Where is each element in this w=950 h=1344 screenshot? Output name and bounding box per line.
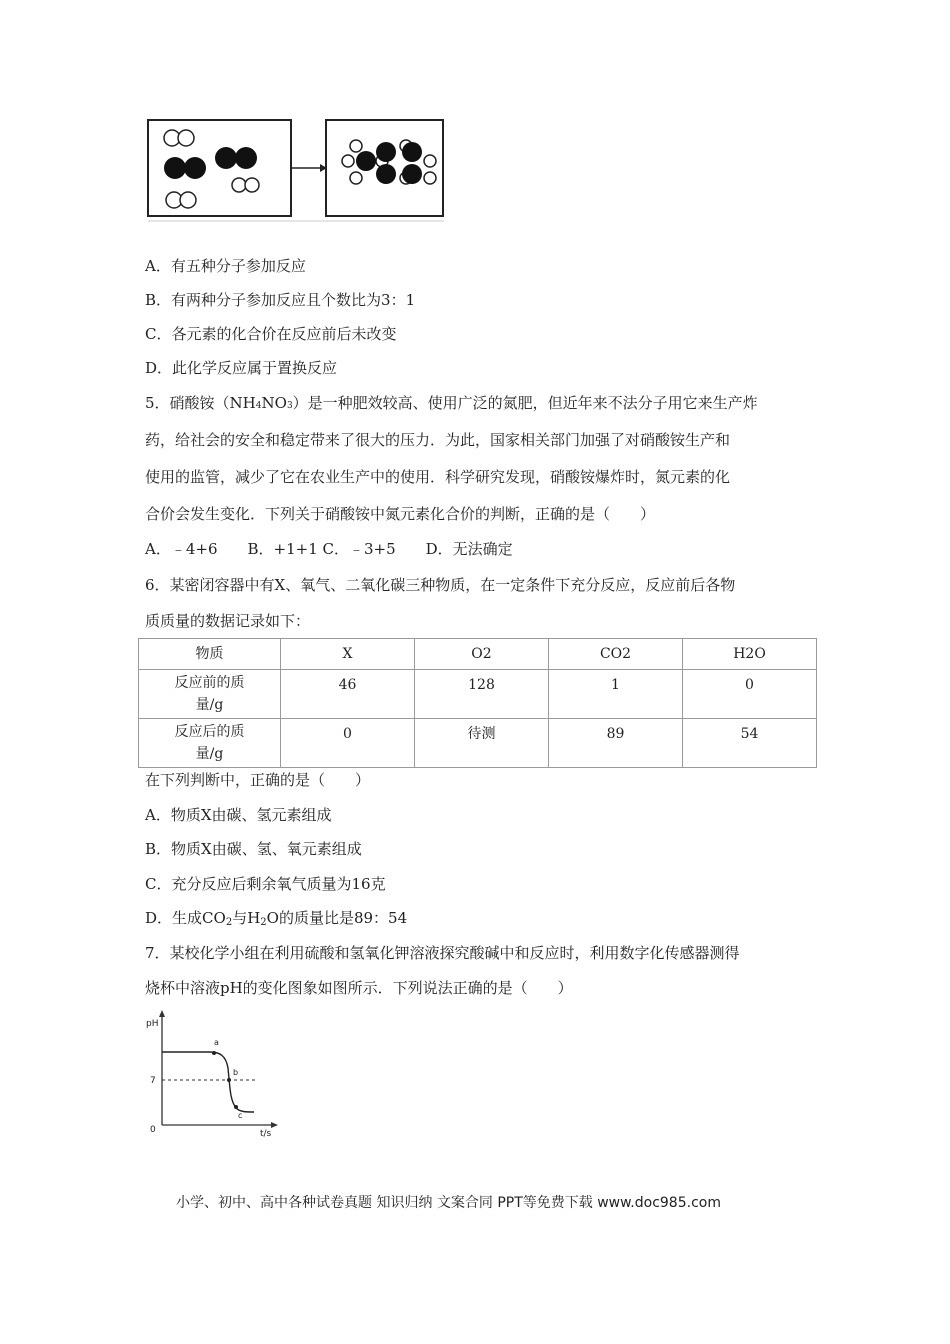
table-header-cell: X bbox=[281, 639, 415, 670]
table-cell: 0 bbox=[281, 719, 415, 768]
q6-line-1: 6．某密闭容器中有X、氧气、二氧化碳三种物质，在一定条件下充分反应，反应前后各物 bbox=[145, 576, 736, 594]
point-b-label: b bbox=[233, 1068, 239, 1077]
q7-line-2: 烧杯中溶液pH的变化图象如图所示．下列说法正确的是（ ） bbox=[145, 979, 573, 997]
reaction-diagram bbox=[144, 116, 449, 226]
point-a bbox=[212, 1051, 216, 1055]
page-footer: 小学、初中、高中各种试卷真题 知识归纳 文案合同 PPT等免费下载 www.doc985.com bbox=[176, 1195, 721, 1211]
table-cell: 反应后的质量/g bbox=[139, 719, 281, 768]
origin-label: 0 bbox=[150, 1125, 156, 1135]
ph7-label: 7 bbox=[150, 1076, 156, 1086]
q6-prompt: 在下列判断中，正确的是（ ） bbox=[145, 771, 371, 789]
table-cell: 54 bbox=[683, 719, 817, 768]
y-axis-label: pH bbox=[146, 1019, 159, 1029]
q5-line-1: 5．硝酸铵（NH4NO3）是一种肥效较高、使用广泛的氮肥，但近年来不法分子用它来生产炸 bbox=[145, 394, 758, 412]
ph-curve-figure bbox=[142, 1008, 284, 1138]
table-row bbox=[139, 670, 817, 719]
table-row bbox=[139, 719, 817, 768]
table-header-cell: O2 bbox=[415, 639, 549, 670]
table-header-row bbox=[139, 639, 817, 670]
point-a-label: a bbox=[214, 1038, 219, 1047]
table-cell: 89 bbox=[549, 719, 683, 768]
q5-options: A．﹣4+6 B．+1+1 C．﹣3+5 D．无法确定 bbox=[145, 540, 513, 558]
q7-line-1: 7．某校化学小组在利用硫酸和氢氧化钾溶液探究酸碱中和反应时，利用数字化传感器测得 bbox=[145, 944, 740, 962]
ph-curve bbox=[162, 1052, 254, 1112]
table-cell: 待测 bbox=[415, 719, 549, 768]
q5-line-4: 合价会发生变化．下列关于硝酸铵中氮元素化合价的判断，正确的是（ ） bbox=[145, 505, 656, 523]
mass-data-table bbox=[138, 638, 817, 768]
table-cell: 反应前的质量/g bbox=[139, 670, 281, 719]
q4-option-a: A．有五种分子参加反应 bbox=[145, 257, 306, 275]
q4-option-d: D．此化学反应属于置换反应 bbox=[145, 359, 338, 377]
q6-line-2: 质质量的数据记录如下： bbox=[145, 612, 311, 630]
table-header-cell: H2O bbox=[683, 639, 817, 670]
q4-option-b: B．有两种分子参加反应且个数比为3：1 bbox=[145, 291, 416, 309]
point-c bbox=[234, 1105, 238, 1109]
q6-option-b: B．物质X由碳、氢、氧元素组成 bbox=[145, 840, 362, 858]
q5-line-3: 使用的监管，减少了它在农业生产中的使用．科学研究发现，硝酸铵爆炸时，氮元素的化 bbox=[145, 468, 731, 486]
point-c-label: c bbox=[238, 1111, 243, 1120]
table-cell: 0 bbox=[683, 670, 817, 719]
table-cell: 46 bbox=[281, 670, 415, 719]
q6-option-c: C．充分反应后剩余氧气质量为16克 bbox=[145, 875, 386, 893]
q6-option-d: D．生成$CO_2$与$H_2O$的质量比是89：54 bbox=[145, 909, 408, 928]
table-header-cell: CO2 bbox=[549, 639, 683, 670]
q4-option-c: C．各元素的化合价在反应前后未改变 bbox=[145, 325, 397, 343]
x-axis-label: t/s bbox=[260, 1129, 272, 1138]
table-cell: 1 bbox=[549, 670, 683, 719]
table-cell: 128 bbox=[415, 670, 549, 719]
q6-option-a: A．物质X由碳、氢元素组成 bbox=[145, 806, 332, 824]
table-header-cell: 物质 bbox=[139, 639, 281, 670]
q5-line-2: 药，给社会的安全和稳定带来了很大的压力．为此，国家相关部门加强了对硝酸铵生产和 bbox=[145, 431, 731, 449]
point-b bbox=[227, 1078, 231, 1082]
